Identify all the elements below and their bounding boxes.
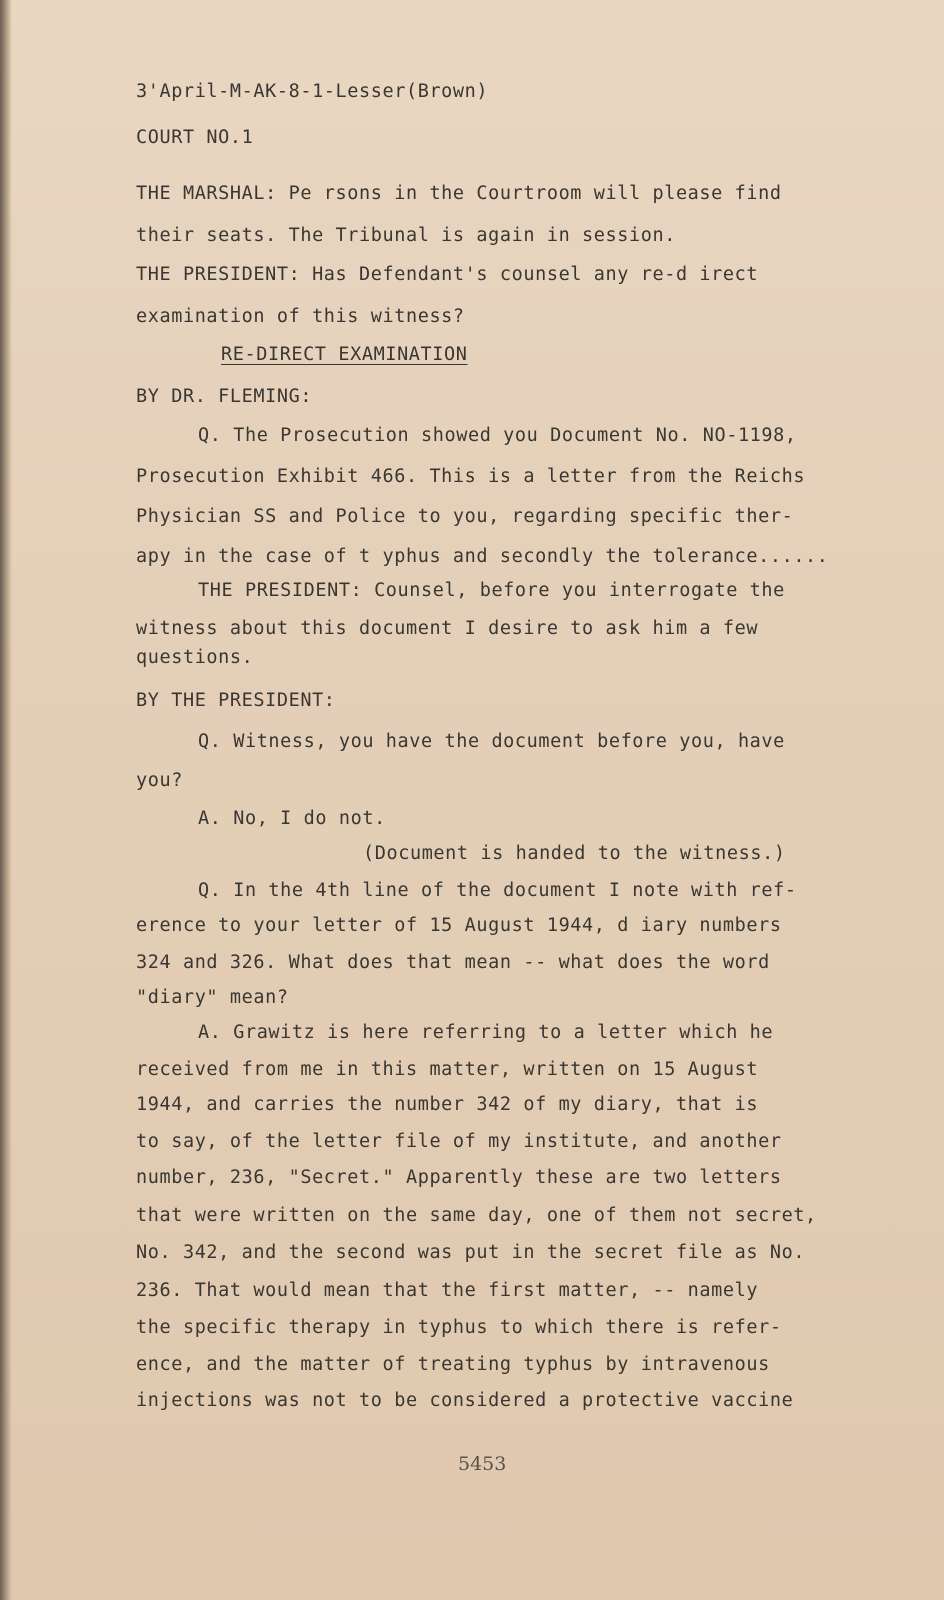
transcript-line: Q. Witness, you have the document before you, have [198,731,785,752]
transcript-line: 324 and 326. What does that mean -- what does the word [136,952,770,973]
examiner-line: BY THE PRESIDENT: [136,690,336,711]
transcript-line: ence, and the matter of treating typhus by intravenous [136,1354,770,1375]
transcript-line: injections was not to be considered a protective vaccine [136,1390,794,1411]
transcript-line: examination of this witness? [136,306,465,327]
stage-direction: (Document is handed to the witness.) [363,843,786,864]
transcript-line: A. Grawitz is here referring to a letter which he [198,1022,774,1043]
transcript-line: Q. In the 4th line of the document I note with ref- [198,880,797,901]
transcript-line: No. 342, and the second was put in the secret file as No. [136,1242,806,1263]
transcript-line: witness about this document I desire to ask him a few [136,618,759,639]
transcript-line: Q. The Prosecution showed you Document No. NO-1198, [198,425,797,446]
transcript-line: THE PRESIDENT: Counsel, before you interrogate the [198,580,785,601]
transcript-line: Physician SS and Police to you, regarding specific ther- [136,506,794,527]
transcript-line: received from me in this matter, written on 15 August [136,1059,759,1080]
transcript-line: Prosecution Exhibit 466. This is a letter from the Reichs [136,466,806,487]
transcript-line: 1944, and carries the number 342 of my diary, that is [136,1094,759,1115]
document-header-title: 3'April-M-AK-8-1-Lesser(Brown) [136,81,489,102]
court-number: COURT NO.1 [136,127,254,148]
transcript-line: THE PRESIDENT: Has Defendant's counsel any re-d irect [136,264,759,285]
section-heading: RE-DIRECT EXAMINATION [221,344,468,365]
transcript-line: to say, of the letter file of my institute, and another [136,1131,782,1152]
page-edge-shadow [0,0,12,1600]
transcript-line: 236. That would mean that the first matter, -- namely [136,1280,759,1301]
transcript-line: erence to your letter of 15 August 1944, d iary numbers [136,915,782,936]
transcript-line: apy in the case of t yphus and secondly the tolerance...... [136,546,829,567]
transcript-line: their seats. The Tribunal is again in session. [136,225,676,246]
transcript-line: you? [136,770,183,791]
transcript-line: that were written on the same day, one of them not secret, [136,1205,817,1226]
transcript-line: "diary" mean? [136,987,289,1008]
transcript-line: THE MARSHAL: Pe rsons in the Courtroom will please find [136,183,782,204]
transcript-line: the specific therapy in typhus to which there is refer- [136,1317,782,1338]
transcript-line: number, 236, "Secret." Apparently these are two letters [136,1167,782,1188]
transcript-line: questions. [136,647,254,668]
transcript-line: A. No, I do not. [198,808,386,829]
examiner-line: BY DR. FLEMING: [136,386,313,407]
page-number: 5453 [458,1453,507,1475]
